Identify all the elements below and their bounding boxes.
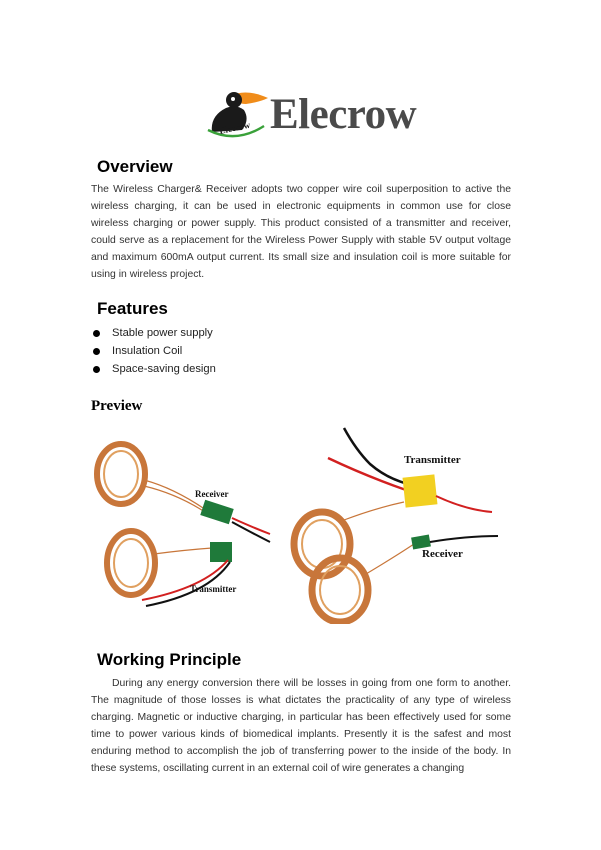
preview-photo-right bbox=[286, 424, 506, 624]
brand-name: Elecrow bbox=[270, 91, 417, 138]
receiver-label: Receiver bbox=[422, 548, 463, 560]
list-item bbox=[91, 342, 216, 360]
coil-module-illustration bbox=[286, 424, 506, 624]
features-heading: Features bbox=[97, 299, 168, 318]
overview-heading: Overview bbox=[97, 157, 173, 176]
list-item bbox=[91, 324, 216, 342]
toucan-mascot-icon bbox=[206, 86, 272, 138]
receiver-label: Receiver bbox=[195, 489, 229, 499]
preview-heading: Preview bbox=[91, 398, 143, 414]
working-principle-text: During any energy conversion there will be losses in going from one form to another. The magnitude of those losses is what dictates the practicality of any type of wireless charging. Magnetic or inductive charging, in particular has been effectively used for some time to power various kinds of biomedical implants. Presently it is the safest and most enduring method to accomplish the job of transferring power to the inside of the body. In these systems, oscillating current in an external coil of wire generates a changing bbox=[91, 678, 511, 774]
preview-photo-left bbox=[94, 438, 274, 618]
features-list bbox=[91, 324, 216, 378]
feature-label: Space-saving design bbox=[112, 363, 216, 375]
coil-module-illustration bbox=[94, 438, 274, 618]
mascot-text: Elecrow bbox=[218, 119, 252, 136]
bullet-icon bbox=[93, 348, 100, 355]
overview-text: The Wireless Charger& Receiver adopts two copper wire coil superposition to active the wireless charging, it can be used in electronic equipments in common use for close wireless charging or power supply. This product consisted of a transmitter and receiver, could serve as a replacement for the Wireless Power Supply with stable 5V output voltage and maximum 600mA output current. Its small size and insulation coil is more suitable for using in wireless project. bbox=[91, 184, 511, 280]
feature-label: Insulation Coil bbox=[112, 345, 183, 357]
feature-label: Stable power supply bbox=[112, 327, 213, 339]
transmitter-label: Transmitter bbox=[190, 584, 237, 594]
bullet-icon bbox=[93, 366, 100, 373]
working-principle-heading: Working Principle bbox=[97, 650, 242, 669]
elecrow-logo bbox=[206, 86, 417, 138]
bullet-icon bbox=[93, 330, 100, 337]
list-item bbox=[91, 360, 216, 378]
transmitter-label: Transmitter bbox=[404, 454, 461, 466]
